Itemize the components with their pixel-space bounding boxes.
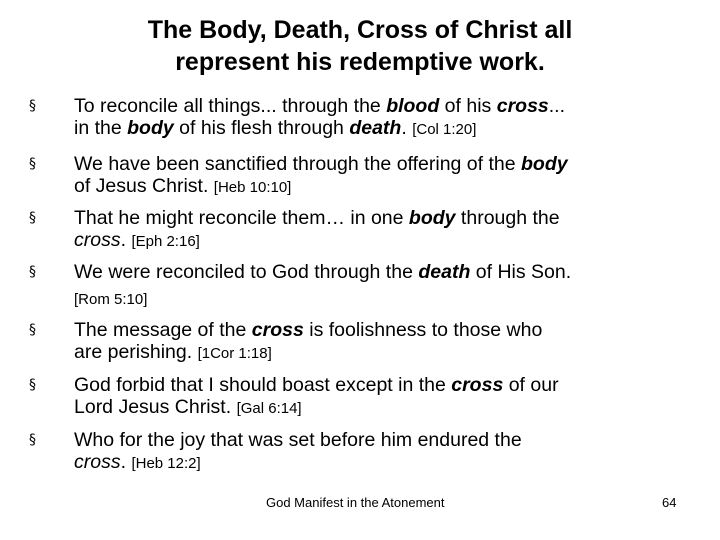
bullet-item — [29, 95, 694, 141]
emphasis: body — [127, 117, 174, 139]
bullet-marker-icon: § — [29, 156, 36, 172]
text: in the — [74, 117, 128, 139]
bullet-line — [74, 207, 694, 229]
bullet-line — [74, 374, 694, 396]
emphasis: blood — [386, 95, 440, 117]
emphasis: cross — [74, 451, 121, 473]
scripture-reference: [Heb 10:10] — [213, 179, 292, 196]
text: . — [120, 229, 132, 251]
bullet-marker-icon: § — [29, 432, 36, 448]
text: Lord Jesus Christ. — [74, 396, 237, 418]
bullet-line — [74, 229, 694, 253]
bullet-line — [74, 153, 694, 175]
emphasis: body — [521, 153, 568, 175]
bullet-item — [29, 374, 694, 420]
text: through the — [455, 207, 560, 229]
text: of his — [439, 95, 497, 117]
bullet-marker-icon: § — [29, 98, 36, 114]
bullet-marker-icon: § — [29, 322, 36, 338]
text: That he might reconcile them… in one — [74, 207, 409, 229]
scripture-reference: [Rom 5:10] — [74, 291, 148, 308]
bullet-line — [74, 117, 694, 141]
text: We were reconciled to God through the — [74, 261, 419, 283]
text: of our — [503, 374, 559, 396]
bullet-line — [74, 429, 694, 451]
text: ... — [548, 95, 566, 117]
bullet-marker-icon: § — [29, 377, 36, 393]
bullet-item — [29, 261, 694, 315]
text: of his flesh through — [173, 117, 350, 139]
scripture-reference: [1Cor 1:18] — [197, 345, 272, 362]
text: To reconcile all things... through the — [74, 95, 387, 117]
text: is foolishness to those who — [303, 319, 543, 341]
text: God forbid that I should boast except in the — [74, 374, 452, 396]
bullet-line — [74, 261, 694, 283]
scripture-reference: [Gal 6:14] — [236, 400, 302, 417]
bullet-line — [74, 396, 694, 420]
emphasis: cross — [496, 95, 549, 117]
bullet-item — [29, 153, 694, 199]
bullet-item — [29, 319, 694, 365]
bullet-item — [29, 429, 694, 475]
text: . — [401, 117, 413, 139]
bullet-line — [74, 175, 694, 199]
bullet-line — [74, 451, 694, 475]
footer-title: God Manifest in the Atonement — [266, 495, 445, 510]
bullet-item — [29, 207, 694, 253]
slide-title-line-1: The Body, Death, Cross of Christ all — [147, 16, 573, 44]
text: are perishing. — [74, 341, 198, 363]
scripture-reference: [Col 1:20] — [412, 121, 477, 138]
bullet-line — [74, 283, 694, 315]
text: Who for the joy that was set before him endured the — [74, 429, 522, 451]
emphasis: cross — [451, 374, 504, 396]
text: of His Son. — [470, 261, 572, 283]
scripture-reference: [Eph 2:16] — [131, 233, 200, 250]
bullet-line — [74, 341, 694, 365]
page-number: 64 — [662, 495, 677, 510]
emphasis: cross — [74, 229, 121, 251]
text: The message of the — [74, 319, 252, 341]
bullet-marker-icon: § — [29, 264, 36, 280]
text: . — [120, 451, 132, 473]
bullet-marker-icon: § — [29, 210, 36, 226]
emphasis: cross — [251, 319, 304, 341]
emphasis: death — [349, 117, 402, 139]
emphasis: death — [418, 261, 471, 283]
bullet-line — [74, 319, 694, 341]
text: of Jesus Christ. — [74, 175, 214, 197]
text: We have been sanctified through the offering of the — [74, 153, 522, 175]
emphasis: body — [408, 207, 456, 229]
scripture-reference: [Heb 12:2] — [131, 455, 201, 472]
bullet-line — [74, 95, 694, 117]
slide-title-line-2: represent his redemptive work. — [175, 48, 545, 76]
